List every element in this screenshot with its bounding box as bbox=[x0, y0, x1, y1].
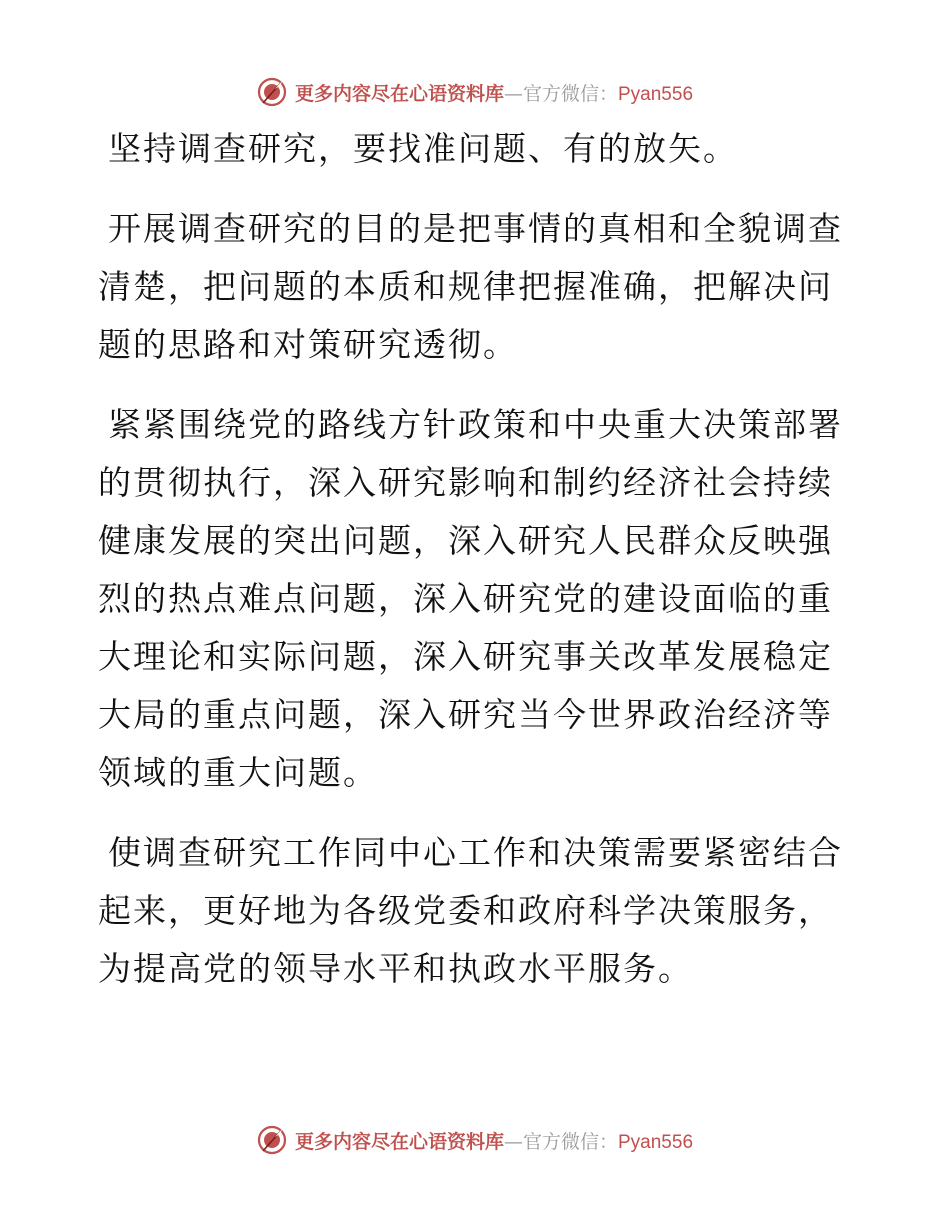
quill-pen-logo-icon bbox=[257, 77, 287, 107]
header-banner bbox=[0, 72, 950, 112]
footer-banner-text bbox=[295, 1127, 693, 1154]
paragraph-4: 使调查研究工作同中心工作和决策需要紧密结合起来，更好地为各级党委和政府科学决策服务，为提高党的领导水平和执政水平服务。 bbox=[98, 833, 843, 988]
header-banner-main: 更多内容尽在心语资料库 bbox=[294, 82, 504, 105]
footer-banner bbox=[0, 1120, 950, 1160]
footer-banner-label: 官方微信： bbox=[522, 1130, 618, 1153]
header-banner-label: 官方微信： bbox=[522, 82, 618, 105]
paragraph-3: 紧紧围绕党的路线方针政策和中央重大决策部署的贯彻执行，深入研究影响和制约经济社会持续健康发展的突出问题，深入研究人民群众反映强烈的热点难点问题，深入研究党的建设面临的重大理论和实际问题，深入研究事关改革发展稳定大局的重点问题，深入研究当今世界政治经济等领域的重大问题。 bbox=[98, 405, 843, 792]
footer-banner-account: Pyan556 bbox=[618, 1131, 694, 1153]
header-banner-text bbox=[295, 79, 693, 106]
header-banner-account: Pyan556 bbox=[618, 83, 694, 105]
quill-pen-logo-icon bbox=[257, 1125, 287, 1155]
document-body bbox=[98, 120, 850, 1020]
footer-banner-main: 更多内容尽在心语资料库 bbox=[294, 1130, 504, 1153]
paragraph-1: 坚持调查研究，要找准问题、有的放矢。 bbox=[108, 129, 738, 168]
header-banner-separator: — bbox=[503, 82, 523, 105]
footer-banner-separator: — bbox=[503, 1130, 523, 1153]
paragraph-2: 开展调查研究的目的是把事情的真相和全貌调查清楚，把问题的本质和规律把握准确，把解决问题的思路和对策研究透彻。 bbox=[98, 209, 843, 364]
